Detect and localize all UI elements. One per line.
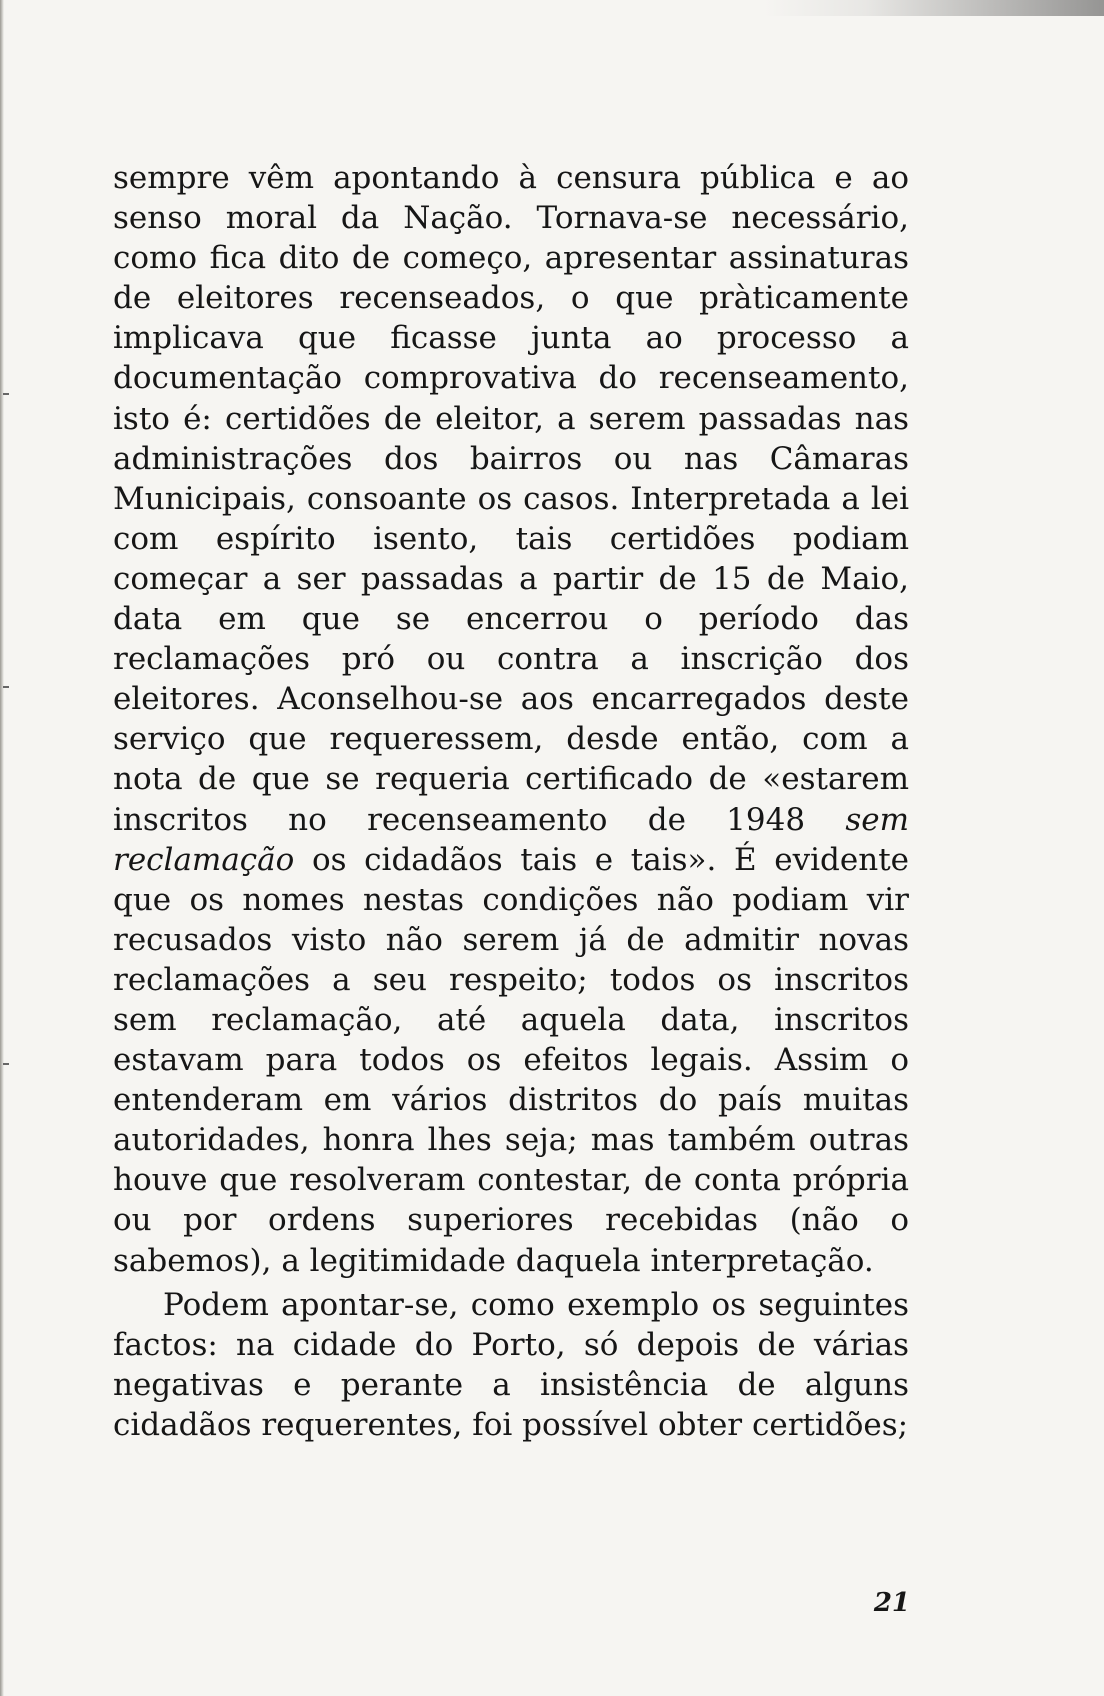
- scan-smudge: [764, 0, 1104, 16]
- margin-mark: [3, 1063, 9, 1065]
- paragraph-1-text-end: os cidadãos tais e tais». É evidente que os nomes nestas condições não podiam vir recusados visto não serem já de admitir novas reclamações a seu respeito; todos os inscritos sem reclamação, até aquela data, inscritos estavam para todos os efeitos legais. Assim o entenderam em vários distritos do país muitas autoridades, honra lhes seja; mas também outras houve que resolveram contestar, de conta própria ou por ordens superiores recebidas (não o sabemos), a legitimidade daquela interpretação.: [113, 841, 909, 1279]
- margin-mark: [3, 686, 9, 688]
- body-text: [113, 158, 909, 1445]
- paragraph-1: [113, 158, 909, 1281]
- paragraph-1-text-start: sempre vêm apontando à censura pública e ao senso moral da Nação. Tornava-se necessário, como fica dito de começo, apresentar assinaturas de eleitores recenseados, o que pràticamente implicava que ficasse junta ao processo a documentação comprovativa do recenseamento, isto é: certidões de eleitor, a serem passadas nas administrações dos bairros ou nas Câmaras Municipais, consoante os casos. Interpretada a lei com espírito isento, tais certidões podiam começar a ser passadas a partir de 15 de Maio, data em que se encerrou o período das reclamações pró ou contra a inscrição dos eleitores. Aconselhou-se aos encarregados deste serviço que requeressem, desde então, com a nota de que se requeria certificado de «estarem inscritos no recenseamento de 1948: [113, 160, 909, 838]
- page-left-edge: [0, 0, 4, 1696]
- paragraph-2: Podem apontar-se, como exemplo os seguintes factos: na cidade do Porto, só depois de várias negativas e perante a insistência de alguns cidadãos requerentes, foi possível obter certidões;: [113, 1286, 909, 1443]
- margin-mark: [3, 393, 9, 395]
- paragraph-1-emphasis: sem reclamação: [113, 801, 909, 878]
- page-number: 21: [873, 1588, 910, 1618]
